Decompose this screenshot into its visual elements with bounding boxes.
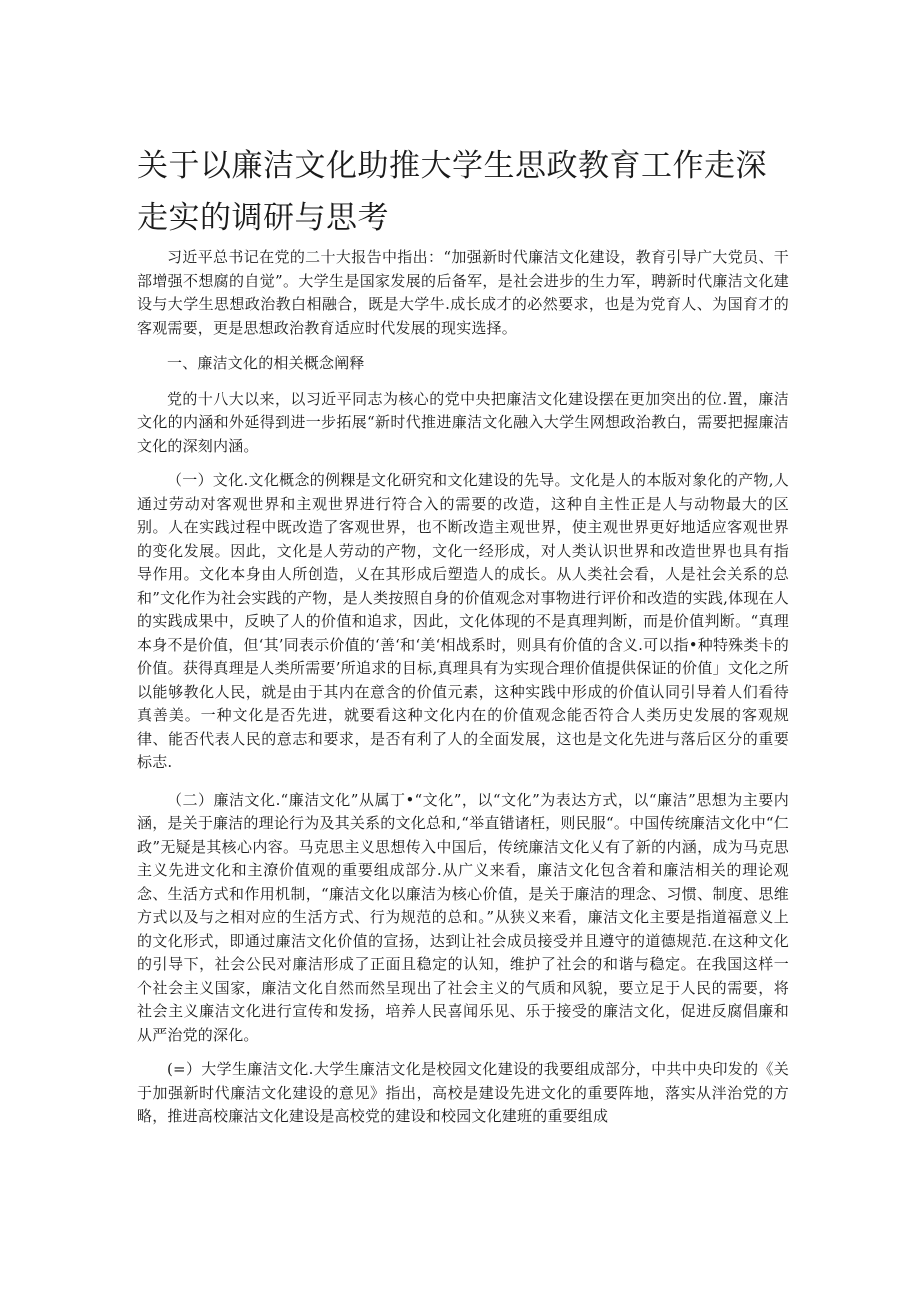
culture-paragraph: （一）文化.文化概念的例粿是文化研究和文化建设的先导。文化是人的本版对象化的产物,人通过劳动对客观世界和主观世界进行符合入的需要的改造，这种自主性正是人与动物最大的区别。人在实践过程中既改造了客观世界，也不断改造主观世界，使主观世界更好地适应客观世界的变化发展。因此，文化是人劳动的产物，文化一经形成，对人类认识世界和改造世界也具有指导作用。文化本身由人所创造，乂在其形成后塑造人的成长。从人类社会看，人是社会关系的总和”文化作为社会实践的产物，是人类按照自身的价值观念对事物进行评价和改造的实践,体现在人的实践成果中，反映了人的价值和追求，因此，文化体现的不是真理判断，而是价值判断。“真理本身不是价值，但‘其’同表示价值的‘善‘和‘美‘相战系时，则具有价值的含义.可以指•种特殊类卡的价值。获得真理是人类所需要’所追求的目标,真理具有为实现合理价值提供保证的价值」文化之所以能够教化人民，就是由于其内在意含的价值元素，这种实践中形成的价值认同引导着人们看待真善美。一种文化是否先进，就要看这种文化内在的价值观念能否符合人类历史发展的客观规律、能否代表人民的意志和要求，是否有利了人的全面发展，这也是文化先进与落后区分的重要标志. [137, 471, 789, 771]
intro-paragraph: 习近平总书记在党的二十大报告中指出：“加强新时代廉洁文化建设，教育引导广大党员、干部增强不想腐的自觉”。大学生是国家发展的后备军，是社会进步的生力军，聘新时代廉洁文化建设与大学生思想政治教白相融合，既是大学牛.成长成才的必然要求，也是为党育人、为国育才的客观需要，更是思想政治教育适应时代发展的现实选择。 [137, 248, 789, 337]
section-intro-paragraph: 党的十八大以来，以习近平同志为核心的党中央把廉洁文化建设摆在更加突出的位.置，廉洁文化的内涵和外延得到进一步拓展“新时代推进廉洁文化融入大学生网想政治教白，需要把握廉洁文化的深刻内涵。 [137, 389, 789, 455]
integrity-culture-paragraph: （二）廉洁文化.“廉洁文化”从属丁•“文化”，以“文化”为表达方式，以“廉洁”思想为主要内涵，是关于廉洁的理论行为及其关系的文化总和,“举直错诸枉，则民服“。中国传统廉洁文化中“仁政”无疑是其核心内容。马克思主义思想传入中国后，传统廉洁文化乂有了新的内涵，成为马克思主义先进文化和主潦价值观的重要组成部分.从广义来看，廉洁文化包含着和廉洁相关的理论观念、生活方式和作用机制，“廉洁文化以廉洁为核心价值，是关于廉洁的理念、习惯、制度、思维方式以及与之相对应的生活方式、行为规范的总和。”从狭义来看，廉洁文化主要是指道福意义上的文化形式，即通过廉洁文化价值的宣扬，达到让社会成员接受并且遵守的道德规范.在这种文化的引导下，社会公民对廉洁形成了正面且稳定的认知，维护了社会的和谐与稳定。在我国这样一个社会主义国家，廉洁文化自然而然呈现出了社会主义的气质和风貌，要立足于人民的需要，将社会主义廉洁文化进行宣传和发扬，培养人民喜闻乐见、乐于接受的廉洁文化，促进反腐倡廉和从严治党的深化。 [137, 790, 789, 1044]
document-body [137, 246, 789, 1129]
section-heading: 一、廉洁文化的相关概念阐释 [167, 354, 365, 372]
document-title: 关于以廉洁文化助推大学生思政教育工作走深走实的调研与思考 [137, 148, 767, 236]
student-integrity-paragraph: (=）大学生廉洁文化.大学生廉洁文化是校园文化建设的我要组成部分，中共中央印发的《关于加强新时代廉洁文化建设的意见》指出，高校是建设先进文化的重要阵地，落实从泮治党的方略，推进高校廉沽文化建设是高校党的建设和校园文化建班的重要组成 [137, 1060, 789, 1125]
